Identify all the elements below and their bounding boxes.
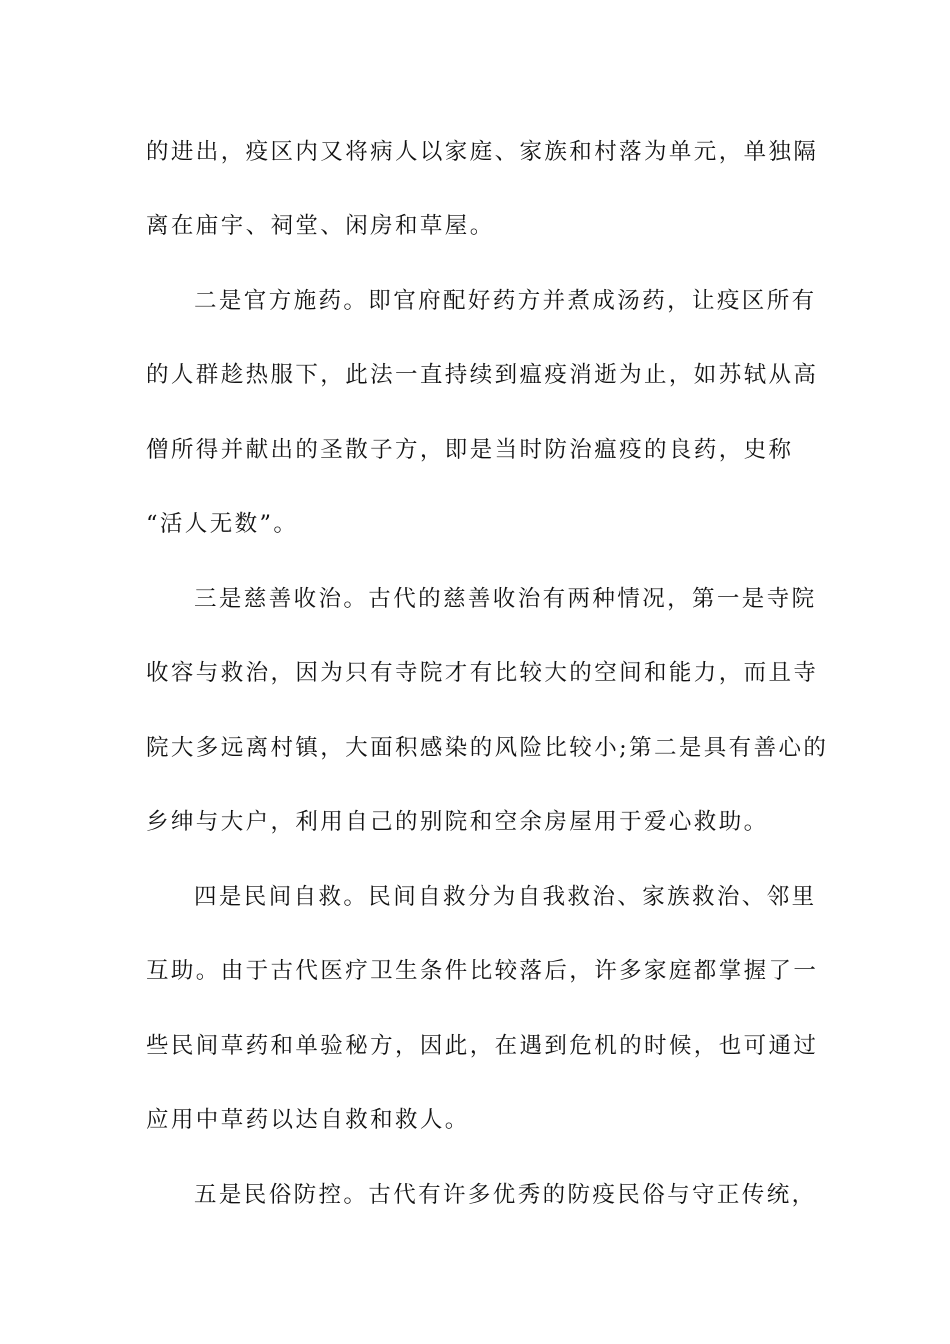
- text-line: 的进出，疫区内又将病人以家庭、家族和村落为单元，单独隔: [146, 139, 819, 165]
- text-line: 应用中草药以达自救和救人。: [146, 1107, 470, 1133]
- text-line: 的人群趁热服下，此法一直持续到瘟疫消逝为止，如苏轼从高: [146, 362, 819, 388]
- text-line: 些民间草药和单验秘方，因此，在遇到危机的时候，也可通过: [146, 1033, 819, 1059]
- paragraph-start-line: 四是民间自救。民间自救分为自我救治、家族救治、邻里: [194, 884, 817, 910]
- paragraph-start-line: 五是民俗防控。古代有许多优秀的防疫民俗与守正传统，: [194, 1182, 817, 1208]
- paragraph-start-line: 二是官方施药。即官府配好药方并煮成汤药，让疫区所有: [194, 288, 817, 314]
- text-line: 收容与救治，因为只有寺院才有比较大的空间和能力，而且寺: [146, 660, 819, 686]
- text-line: “活人无数”。: [146, 511, 299, 537]
- text-line: 离在庙宇、祠堂、闲房和草屋。: [146, 213, 495, 239]
- text-line: 乡绅与大户，利用自己的别院和空余房屋用于爱心救助。: [146, 809, 769, 835]
- text-line: 僧所得并献出的圣散子方，即是当时防治瘟疫的良药，史称: [146, 437, 794, 463]
- paragraph-start-line: 三是慈善收治。古代的慈善收治有两种情况，第一是寺院: [194, 586, 817, 612]
- text-line: 互助。由于古代医疗卫生条件比较落后，许多家庭都掌握了一: [146, 958, 819, 984]
- text-line: 院大多远离村镇，大面积感染的风险比较小;第二是具有善心的: [146, 735, 829, 761]
